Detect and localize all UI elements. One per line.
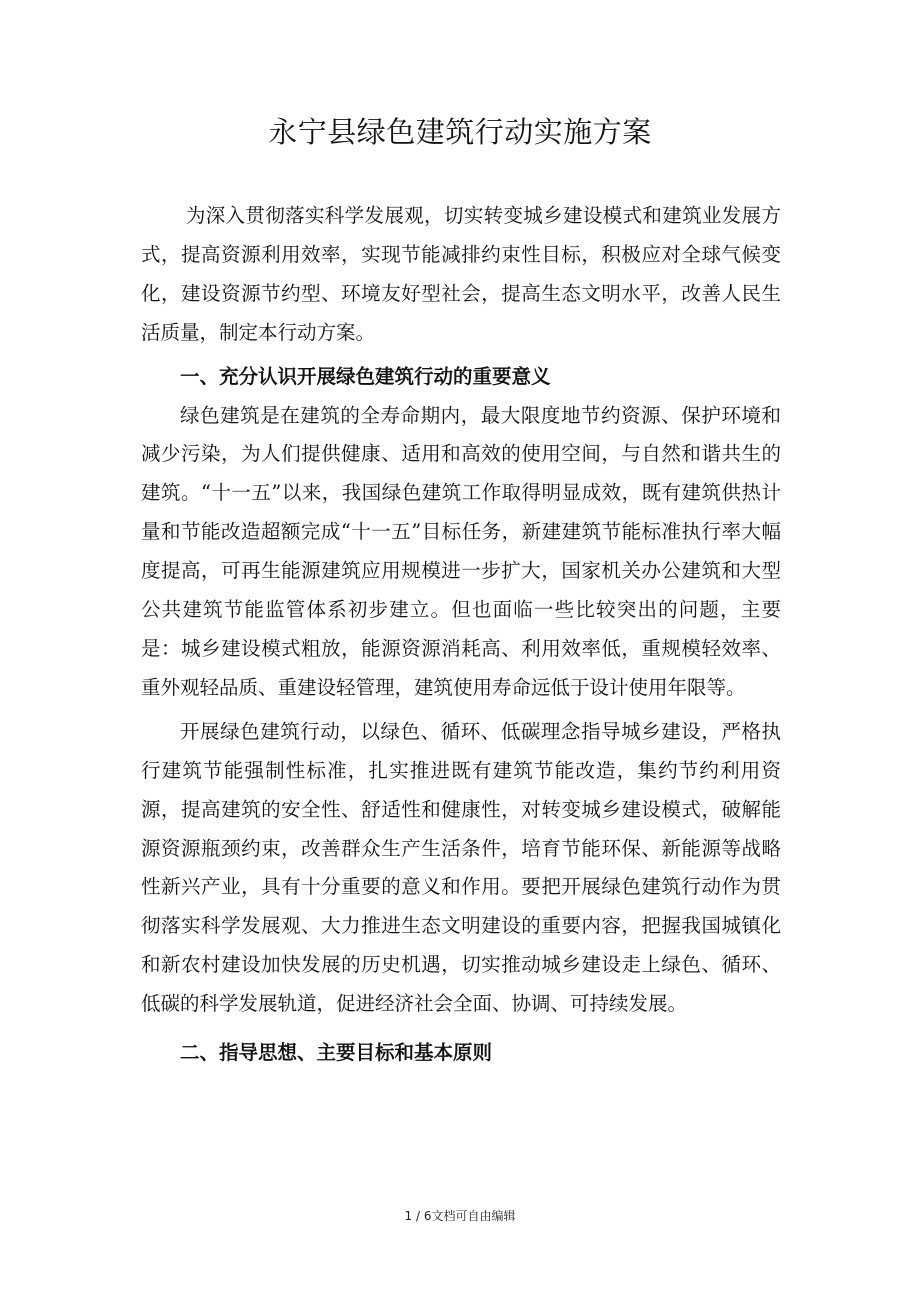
document-body: [141, 197, 781, 1073]
section-heading-2: 二、指导思想、主要目标和基本原则: [180, 1041, 493, 1065]
intro-paragraph: 为深入贯彻落实科学发展观，切实转变城乡建设模式和建筑业发展方式，提高资源利用效率，实现节能减排约束性目标，积极应对全球气候变化，建设资源节约型、环境友好型社会，提高生态文明水平，改善人民生活质量，制定本行动方案。: [141, 204, 781, 344]
body-paragraph: 绿色建筑是在建筑的全寿命期内，最大限度地节约资源、保护环境和减少污染，为人们提供健康、适用和高效的使用空间，与自然和谐共生的建筑。“十一五”以来，我国绿色建筑工作取得明显成效，既有建筑供热计量和节能改造超额完成“十一五”目标任务，新建建筑节能标准执行率大幅度提高，可再生能源建筑应用规模进一步扩大，国家机关办公建筑和大型公共建筑节能监管体系初步建立。但也面临一些比较突出的问题，主要是：城乡建设模式粗放，能源资源消耗高、利用效率低，重规模轻效率、重外观轻品质、重建设轻管理，建筑使用寿命远低于设计使用年限等。: [141, 403, 781, 699]
section-heading-1: 一、充分认识开展绿色建筑行动的重要意义: [180, 364, 551, 388]
page-footer: 1 / 6文档可自由编辑: [404, 1209, 516, 1223]
body-paragraph: 开展绿色建筑行动，以绿色、循环、低碳理念指导城乡建设，严格执行建筑节能强制性标准，扎实推进既有建筑节能改造，集约节约利用资源，提高建筑的安全性、舒适性和健康性，对转变城乡建设模式，破解能源资源瓶颈约束，改善群众生产生活条件，培育节能环保、新能源等战略性新兴产业，具有十分重要的意义和作用。要把开展绿色建筑行动作为贯彻落实科学发展观、大力推进生态文明建设的重要内容，把握我国城镇化和新农村建设加快发展的历史机遇，切实推动城乡建设走上绿色、循环、低碳的科学发展轨道，促进经济社会全面、协调、可持续发展。: [141, 719, 781, 1016]
document-title: 永宁县绿色建筑行动实施方案: [268, 115, 652, 149]
